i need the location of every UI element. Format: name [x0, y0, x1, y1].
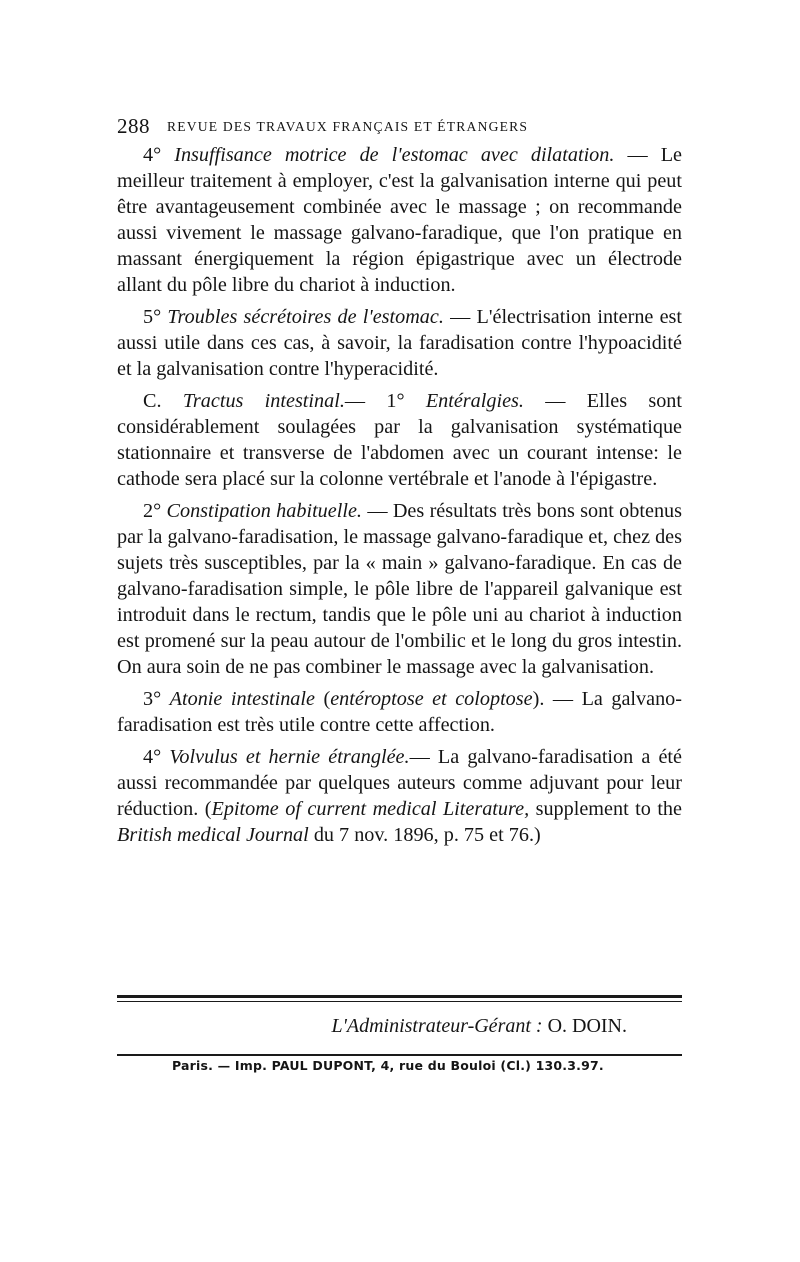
italic-text-run: Tractus intestinal. — [182, 390, 345, 412]
text-run: — 1° — [344, 390, 426, 412]
rule-thick — [117, 995, 682, 998]
signature-label: L'Administrateur-Gérant : — [331, 1015, 543, 1037]
italic-text-run: Atonie intestinale — [169, 688, 315, 710]
paragraph-volvulus — [117, 744, 682, 848]
printer-imprint: Paris. — Imp. PAUL DUPONT, 4, rue du Bouloi (Cl.) 130.3.97. — [172, 1058, 604, 1073]
italic-text-run: Epitome of current medical Literature, — [211, 798, 530, 820]
text-run: 2° — [143, 500, 167, 522]
paragraph-constipation — [117, 498, 682, 680]
italic-text-run: entéroptose et coloptose — [330, 688, 533, 710]
italic-text-run: British medical Journal — [117, 824, 309, 846]
signature-name: O. DOIN. — [547, 1015, 627, 1037]
italic-text-run: Constipation habituelle. — [166, 500, 362, 522]
paragraph-enteralgies — [117, 388, 682, 492]
paragraph-insuffisance-motrice — [117, 142, 682, 298]
italic-text-run: Entéralgies. — [425, 390, 524, 412]
text-run: — Le meilleur traitement à employer, c'est la galvanisation interne qui peut être avantageusement combinée avec le massage ; on recommande aussi vivement le massage galvano-faradique, que l'on pratique en massant énergiquement la région épigastrique avec un électrode allant du pôle libre du chariot à induction. — [117, 144, 682, 296]
text-run: ( — [314, 688, 331, 710]
text-run: — La galvano-faradisation a été aussi recommandée par quelques auteurs comme adjuvant pour leur réduction. ( — [117, 746, 682, 820]
page-number: 288 — [117, 114, 150, 138]
rule-thin — [117, 1001, 682, 1002]
body-text — [117, 142, 682, 848]
page-header — [117, 112, 682, 142]
signature-line — [117, 1015, 627, 1038]
italic-text-run: Troubles sécrétoires de l'estomac. — [167, 306, 444, 328]
paragraph-atonie-intestinale — [117, 686, 682, 738]
text-run: 4° — [143, 746, 170, 768]
text-run: — Des résultats très bons sont obtenus par la galvano-faradisation, le massage galvano-faradique et, chez des sujets très susceptibles, par la « main » galvano-faradique. En cas de galvano-faradisation simple, le pôle libre de l'appareil galvanique est introduit dans le rectum, tandis que le pôle uni au chariot à induction est promené sur la peau autour de l'ombilic et le long du gros intestin. On aura soin de ne pas combiner le massage avec la galvanisation. — [117, 500, 682, 678]
text-run: supplement to the — [529, 798, 682, 820]
closing-rules — [117, 995, 682, 1003]
text-run: — Elles sont considérablement soulagées par la galvanisation systématique stationnaire et transverse de l'abdomen avec un courant intense: le cathode sera placé sur la colonne vertébrale et l'anode à l'épigastre. — [117, 390, 682, 490]
italic-text-run: Insuffisance motrice de l'estomac avec dilatation. — [174, 144, 615, 166]
text-run: — L'électrisation interne est aussi utile dans ces cas, à savoir, la faradisation contre l'hypoacidité et la galvanisation contre l'hyperacidité. — [117, 306, 683, 380]
running-head: REVUE DES TRAVAUX FRANÇAIS ET ÉTRANGERS — [167, 119, 529, 134]
page-content — [117, 112, 683, 1073]
text-run: C. — [143, 390, 183, 412]
paragraph-troubles-secretoires — [117, 304, 682, 382]
text-run: 4° — [143, 144, 175, 166]
text-run: du 7 nov. 1896, p. 75 et 76.) — [308, 824, 541, 846]
text-run: 3° — [143, 688, 170, 710]
text-run: 5° — [143, 306, 168, 328]
imprint-rule — [117, 1054, 682, 1056]
italic-text-run: Volvulus et hernie étranglée. — [169, 746, 410, 768]
text-run: ). — La galvano-faradisation est très utile contre cette affection. — [117, 688, 682, 736]
